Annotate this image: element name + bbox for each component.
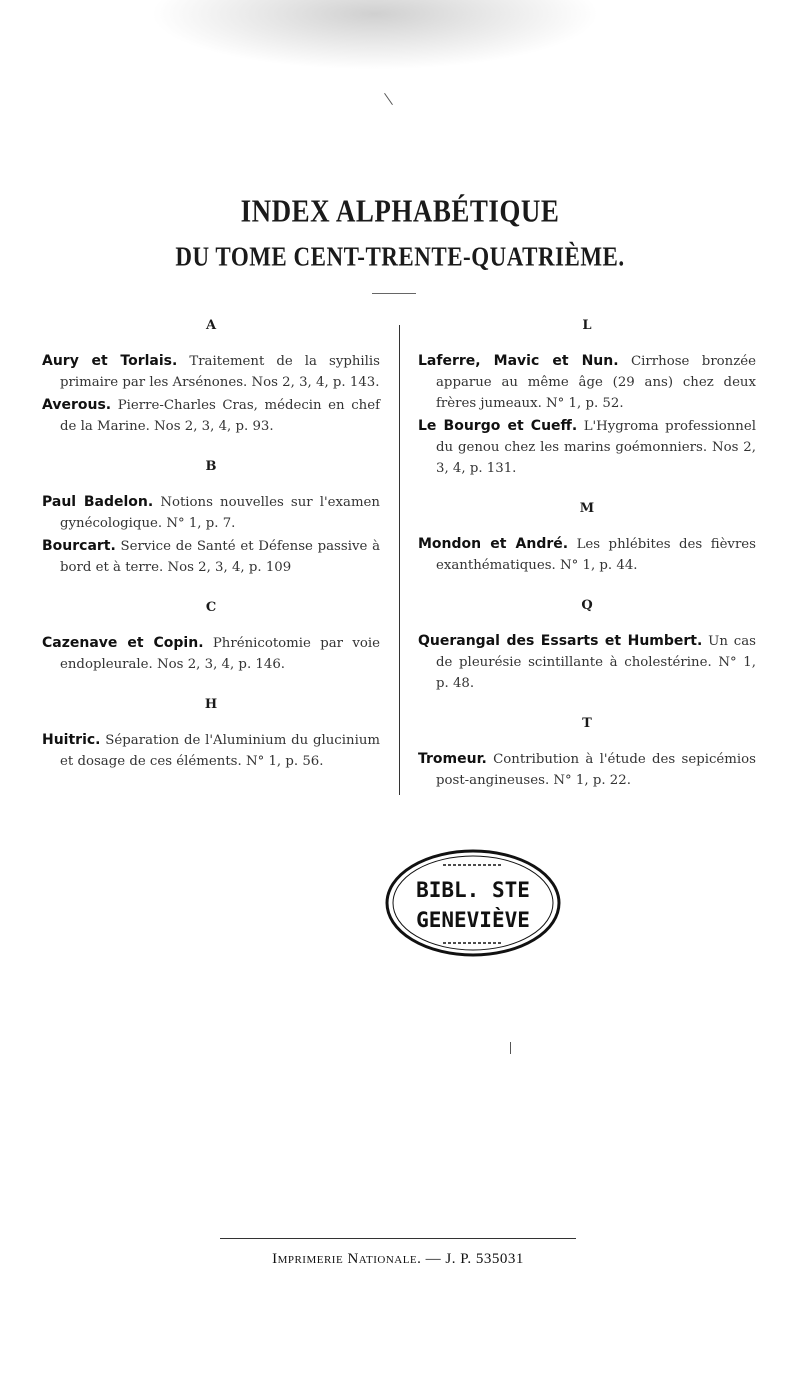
entry-text: Contribution à l'étude des sepicémios post-angineuses. N° 1, p. 22.	[436, 752, 756, 788]
section-t	[418, 716, 756, 791]
section-letter: Q	[581, 598, 593, 613]
section-m	[418, 501, 756, 576]
column-divider	[399, 325, 400, 795]
entry-author: Averous.	[42, 397, 112, 413]
entry-text: Service de Santé et Défense passive à bord et à terre. Nos 2, 3, 4, p. 109	[60, 539, 380, 575]
section-q	[418, 598, 756, 694]
entry-text: Les phlébites des fièvres exanthématiques. N° 1, p. 44.	[436, 537, 756, 573]
footer-divider	[220, 1238, 576, 1239]
entry-author: Cazenave et Copin.	[42, 635, 204, 651]
section-b	[42, 459, 380, 578]
entry-author: Aury et Torlais.	[42, 353, 178, 369]
section-l	[418, 318, 756, 479]
entry-text: Cirrhose bronzée apparue au même âge (29 ans) chez deux frères jumeaux. N° 1, p. 52.	[436, 354, 756, 411]
index-entry	[42, 633, 380, 675]
entry-text: Un cas de pleurésie scintillante à cholestérine. N° 1, p. 48.	[436, 634, 757, 691]
entry-text: Séparation de l'Aluminium du glucinium et dosage de ces éléments. N° 1, p. 56.	[60, 733, 380, 769]
section-letter: A	[205, 318, 217, 333]
index-entry	[42, 536, 380, 578]
entry-text: L'Hygroma professionnel du genou chez les marins goémonniers. Nos 2, 3, 4, p. 131.	[436, 419, 756, 476]
index-entry	[418, 416, 756, 479]
index-entry	[42, 730, 380, 772]
entry-author: Mondon et André.	[418, 536, 569, 552]
printer-imprint: Imprimerie Nationale. — J. P. 535031	[272, 1251, 524, 1267]
left-column	[42, 318, 380, 774]
section-letter: B	[205, 459, 217, 474]
right-column	[418, 318, 756, 793]
margin-mark	[384, 93, 393, 105]
entry-text: Notions nouvelles sur l'examen gynécologique. N° 1, p. 7.	[60, 495, 380, 531]
index-title: INDEX ALPHABÉTIQUE	[240, 193, 560, 229]
section-letter: L	[582, 318, 592, 333]
entry-author: Huitric.	[42, 732, 101, 748]
section-h	[42, 697, 380, 772]
index-entry	[42, 395, 380, 437]
title-divider	[372, 293, 416, 294]
index-entry	[418, 631, 756, 694]
entry-author: Le Bourgo et Cueff.	[418, 418, 578, 434]
entry-author: Bourcart.	[42, 538, 116, 554]
index-entry	[42, 351, 380, 393]
library-stamp	[383, 847, 563, 959]
index-entry	[418, 749, 756, 791]
index-subtitle: DU TOME CENT-TRENTE-QUATRIÈME.	[175, 241, 625, 272]
entry-text: Phrénicotomie par voie endopleurale. Nos 2, 3, 4, p. 146.	[60, 636, 380, 672]
section-letter: M	[579, 501, 595, 516]
entry-author: Tromeur.	[418, 751, 487, 767]
page-edge-speckle	[150, 0, 600, 70]
entry-text: Pierre-Charles Cras, médecin en chef de la Marine. Nos 2, 3, 4, p. 93.	[60, 398, 380, 434]
index-entry	[42, 492, 380, 534]
stamp-line-2: GENEVIÈVE	[416, 908, 530, 932]
section-a	[42, 318, 380, 437]
index-entry	[418, 351, 756, 414]
entry-author: Laferre, Mavic et Nun.	[418, 353, 619, 369]
section-c	[42, 600, 380, 675]
entry-text: Traitement de la syphilis primaire par les Arsénones. Nos 2, 3, 4, p. 143.	[60, 354, 380, 390]
index-entry	[418, 534, 756, 576]
stamp-line-1: BIBL. STE	[416, 878, 530, 902]
section-letter: C	[205, 600, 217, 615]
margin-mark	[510, 1042, 511, 1054]
section-letter: T	[582, 716, 592, 731]
entry-author: Paul Badelon.	[42, 494, 154, 510]
entry-author: Querangal des Essarts et Humbert.	[418, 633, 703, 649]
section-letter: H	[204, 697, 218, 712]
